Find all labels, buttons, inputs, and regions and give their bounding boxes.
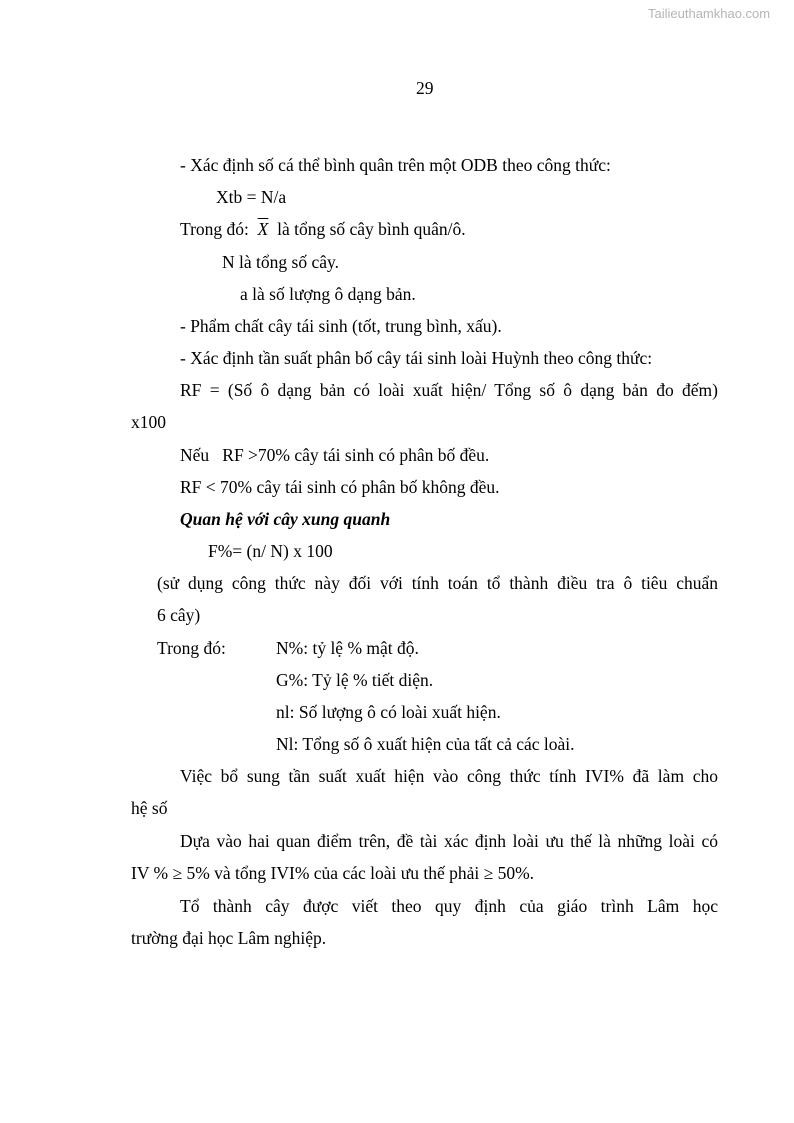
text-line: - Xác định tần suất phân bố cây tái sinh loài Huỳnh theo công thức:	[180, 348, 653, 368]
text-line: - Phẩm chất cây tái sinh (tốt, trung bình, xấu).	[180, 316, 502, 336]
text-line: hệ số	[131, 798, 168, 818]
definition-line: nl: Số lượng ô có loài xuất hiện.	[276, 702, 501, 722]
definition-line: Nl: Tổng số ô xuất hiện của tất cả các loài.	[276, 734, 575, 754]
text-line: Dựa vào hai quan điểm trên, đề tài xác định loài ưu thế là những loài có	[180, 831, 718, 851]
text-line: (sử dụng công thức này đối với tính toán tổ thành điều tra ô tiêu chuẩn	[157, 573, 718, 593]
formula-f: F%= (n/ N) x 100	[208, 541, 333, 561]
text-line: 6 cây)	[157, 605, 201, 625]
text-line: a là số lượng ô dạng bản.	[240, 284, 416, 304]
text-line: Tổ thành cây được viết theo quy định của giáo trình Lâm học	[180, 896, 718, 916]
page-number: 29	[416, 78, 434, 98]
text: là tổng số cây bình quân/ô.	[277, 219, 466, 239]
watermark: Tailieuthamkhao.com	[648, 6, 771, 21]
x-bar-symbol: $\overline{X}$	[257, 219, 269, 239]
text-line: x100	[131, 412, 166, 432]
label: Trong đó:	[180, 219, 249, 239]
text-line: Việc bổ sung tần suất xuất hiện vào công thức tính IVI% đã làm cho	[180, 766, 718, 786]
text-line: - Xác định số cá thể bình quân trên một ODB theo công thức:	[180, 155, 611, 175]
formula-xtb: Xtb = N/a	[216, 187, 287, 207]
text-line	[180, 218, 466, 240]
label: Trong đó:	[157, 638, 226, 658]
text-line: N là tổng số cây.	[222, 252, 339, 272]
text-line: trường đại học Lâm nghiệp.	[131, 928, 327, 948]
definition-line: N%: tỷ lệ % mật độ.	[276, 638, 419, 658]
section-heading: Quan hệ với cây xung quanh	[180, 509, 391, 529]
text-line: RF < 70% cây tái sinh có phân bố không đều.	[180, 477, 500, 497]
formula-rf: RF = (Số ô dạng bản có loài xuất hiện/ Tổng số ô dạng bản đo đếm)	[180, 380, 718, 400]
definition-line: G%: Tỷ lệ % tiết diện.	[276, 670, 434, 690]
text-line: Nếu RF >70% cây tái sinh có phân bố đều.	[180, 445, 490, 465]
text-line: IV % ≥ 5% và tổng IVI% của các loài ưu thế phải ≥ 50%.	[131, 863, 535, 883]
